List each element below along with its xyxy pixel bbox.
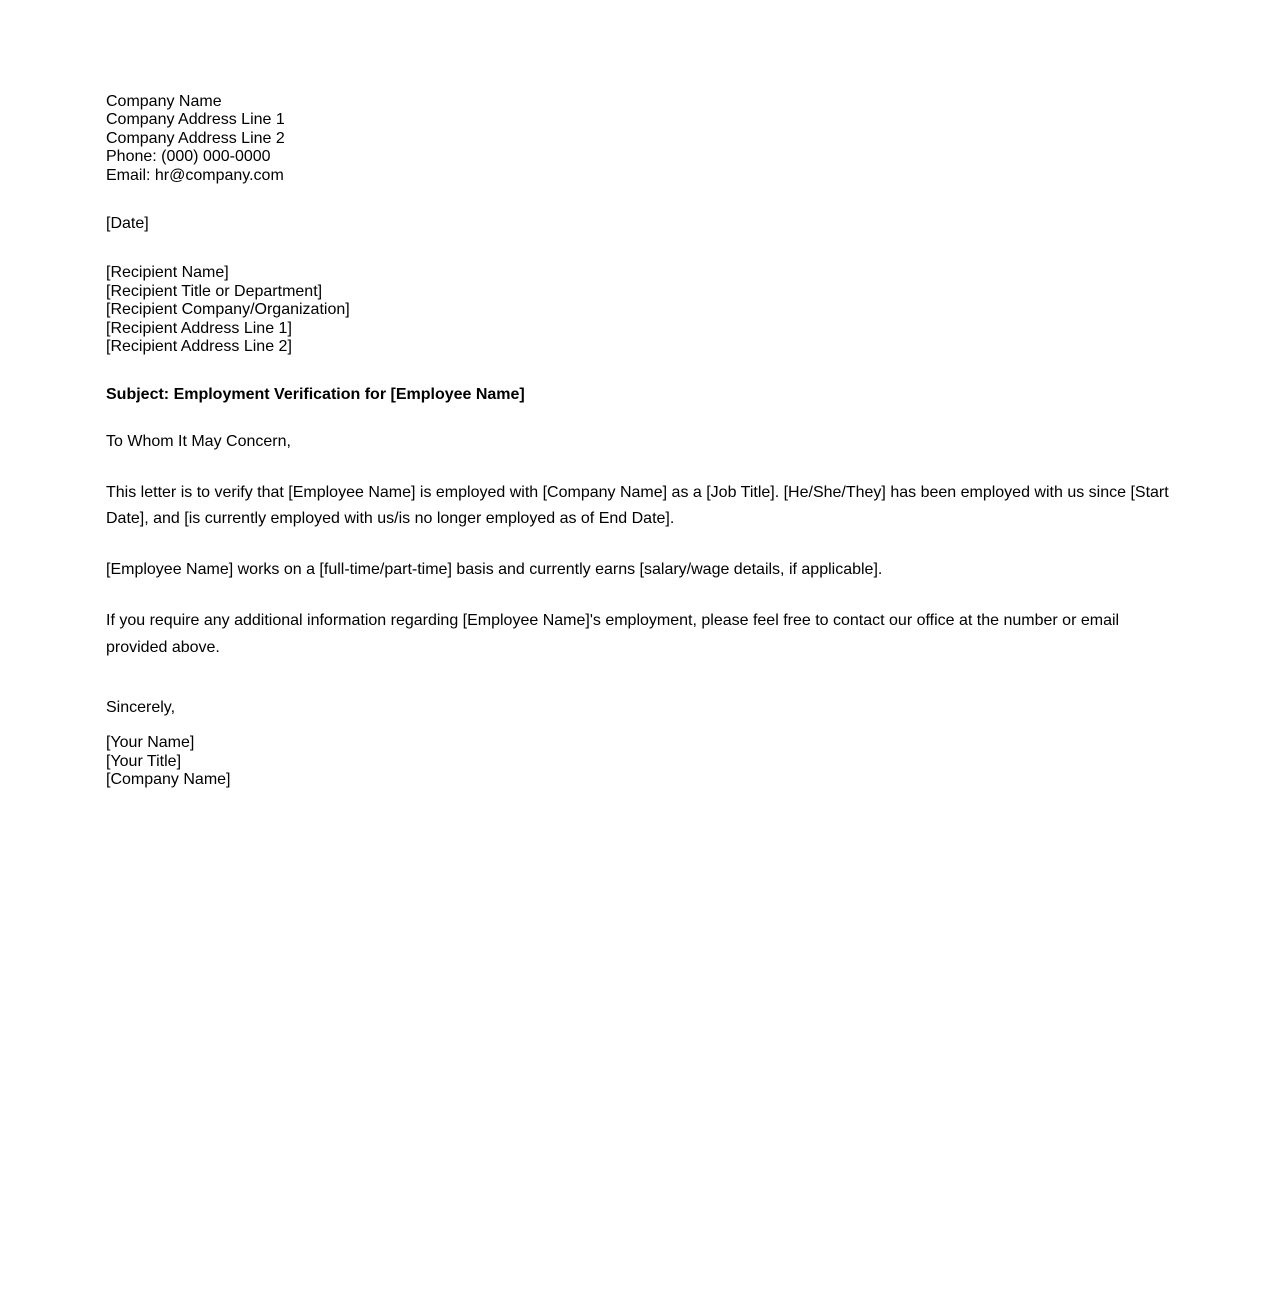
sender-address-line-1: Company Address Line 1 (106, 111, 285, 129)
sender-phone: Phone: (000) 000-0000 (106, 148, 271, 166)
sender-email: Email: hr@company.com (106, 166, 284, 184)
closing: Sincerely, (106, 699, 176, 717)
recipient-address-block (106, 264, 1172, 356)
subject-line: Subject: Employment Verification for [Employee Name] (106, 386, 525, 404)
body-paragraph-1: This letter is to verify that [Employee Name] is employed with [Company Name] as a [Job Title]. [He/She/They] has been employed with us since [Start Date], and [is currently employed with us/is no longer employed as of End Date]. (106, 484, 1169, 528)
body-paragraph-3: If you require any additional information regarding [Employee Name]'s employment, please feel free to contact our office at the number or email provided above. (106, 612, 1120, 656)
recipient-title: [Recipient Title or Department] (106, 282, 323, 300)
recipient-organization: [Recipient Company/Organization] (106, 301, 350, 319)
date-line: [Date] (106, 214, 149, 232)
signature-title: [Your Title] (106, 752, 182, 770)
signature-company: [Company Name] (106, 771, 231, 789)
sender-address-block (106, 93, 1172, 185)
recipient-address-line-1: [Recipient Address Line 1] (106, 319, 292, 337)
sender-address-line-2: Company Address Line 2 (106, 129, 285, 147)
greeting: To Whom It May Concern, (106, 432, 291, 450)
recipient-name: [Recipient Name] (106, 264, 229, 282)
signature-block (106, 734, 1172, 789)
recipient-address-line-2: [Recipient Address Line 2] (106, 337, 292, 355)
sender-company-name: Company Name (106, 93, 222, 110)
body-paragraph-2: [Employee Name] works on a [full-time/part-time] basis and currently earns [salary/wage details, if applicable]. (106, 560, 883, 578)
signature-name: [Your Name] (106, 734, 195, 752)
